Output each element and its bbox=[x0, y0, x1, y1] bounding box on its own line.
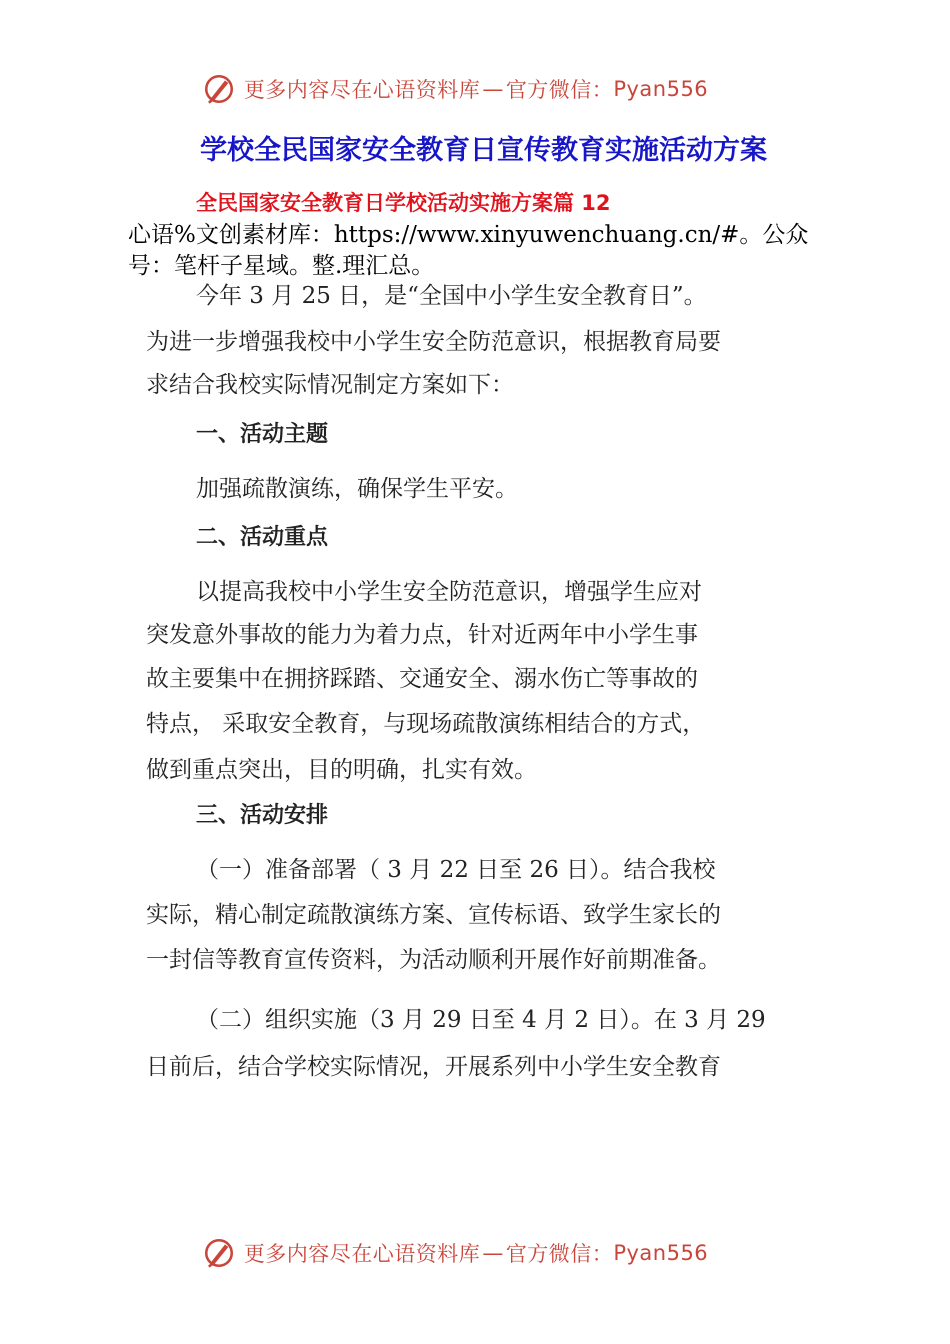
pen-logo-icon bbox=[202, 1236, 236, 1270]
pen-logo-icon bbox=[202, 72, 236, 106]
section-2-heading: 二、活动重点 bbox=[196, 525, 329, 550]
brand-wechat-label: 官方微信： bbox=[505, 1242, 614, 1266]
intro-line-1: 今年 3 月 25 日，是“全国中小学生安全教育日”。 bbox=[196, 283, 707, 309]
intro-line-3: 求结合我校实际情况制定方案如下： bbox=[146, 372, 514, 398]
header-watermark bbox=[0, 72, 950, 106]
section-1-heading: 一、活动主题 bbox=[196, 422, 329, 447]
section-3b-line-1: （二）组织实施（3 月 29 日至 4 月 2 日）。在 3 月 29 bbox=[196, 1007, 766, 1033]
document-subtitle: 全民国家安全教育日学校活动实施方案篇 12 bbox=[196, 191, 611, 215]
section-3a-line-2: 实际，精心制定疏散演练方案、宣传标语、致学生家长的 bbox=[146, 902, 721, 928]
section-2-line-5: 做到重点突出，目的明确，扎实有效。 bbox=[146, 757, 537, 783]
source-note bbox=[128, 220, 828, 282]
brand-site-text: 更多内容尽在心语资料库 bbox=[243, 78, 481, 102]
section-1-text: 加强疏散演练，确保学生平安。 bbox=[196, 476, 518, 502]
brand-separator: — bbox=[482, 1241, 504, 1265]
document-title: 学校全民国家安全教育日宣传教育实施活动方案 bbox=[200, 135, 767, 166]
brand-account: Pyan556 bbox=[613, 1241, 709, 1265]
source-line-1: 心语%文创素材库：https://www.xinyuwenchuang.cn/#。公众 bbox=[128, 222, 809, 248]
section-2-line-1: 以提高我校中小学生安全防范意识，增强学生应对 bbox=[196, 579, 702, 605]
footer-watermark bbox=[0, 1236, 950, 1270]
section-3b-line-2: 日前后，结合学校实际情况，开展系列中小学生安全教育 bbox=[146, 1054, 721, 1080]
brand-site-text: 更多内容尽在心语资料库 bbox=[243, 1242, 481, 1266]
section-3-heading: 三、活动安排 bbox=[196, 803, 329, 828]
section-3a-line-1: （一）准备部署（ 3 月 22 日至 26 日）。结合我校 bbox=[196, 857, 716, 883]
brand-account: Pyan556 bbox=[613, 77, 709, 101]
section-2-line-3: 故主要集中在拥挤踩踏、交通安全、溺水伤亡等事故的 bbox=[146, 666, 698, 692]
section-2-line-2: 突发意外事故的能力为着力点，针对近两年中小学生事 bbox=[146, 622, 698, 648]
brand-separator: — bbox=[482, 77, 504, 101]
section-3a-line-3: 一封信等教育宣传资料，为活动顺利开展作好前期准备。 bbox=[146, 947, 721, 973]
source-line-2: 号：笔杆子星域。整.理汇总。 bbox=[128, 253, 435, 279]
intro-line-2: 为进一步增强我校中小学生安全防范意识，根据教育局要 bbox=[146, 329, 721, 355]
section-2-line-4: 特点， 采取安全教育，与现场疏散演练相结合的方式， bbox=[146, 711, 706, 737]
brand-wechat-label: 官方微信： bbox=[505, 78, 614, 102]
